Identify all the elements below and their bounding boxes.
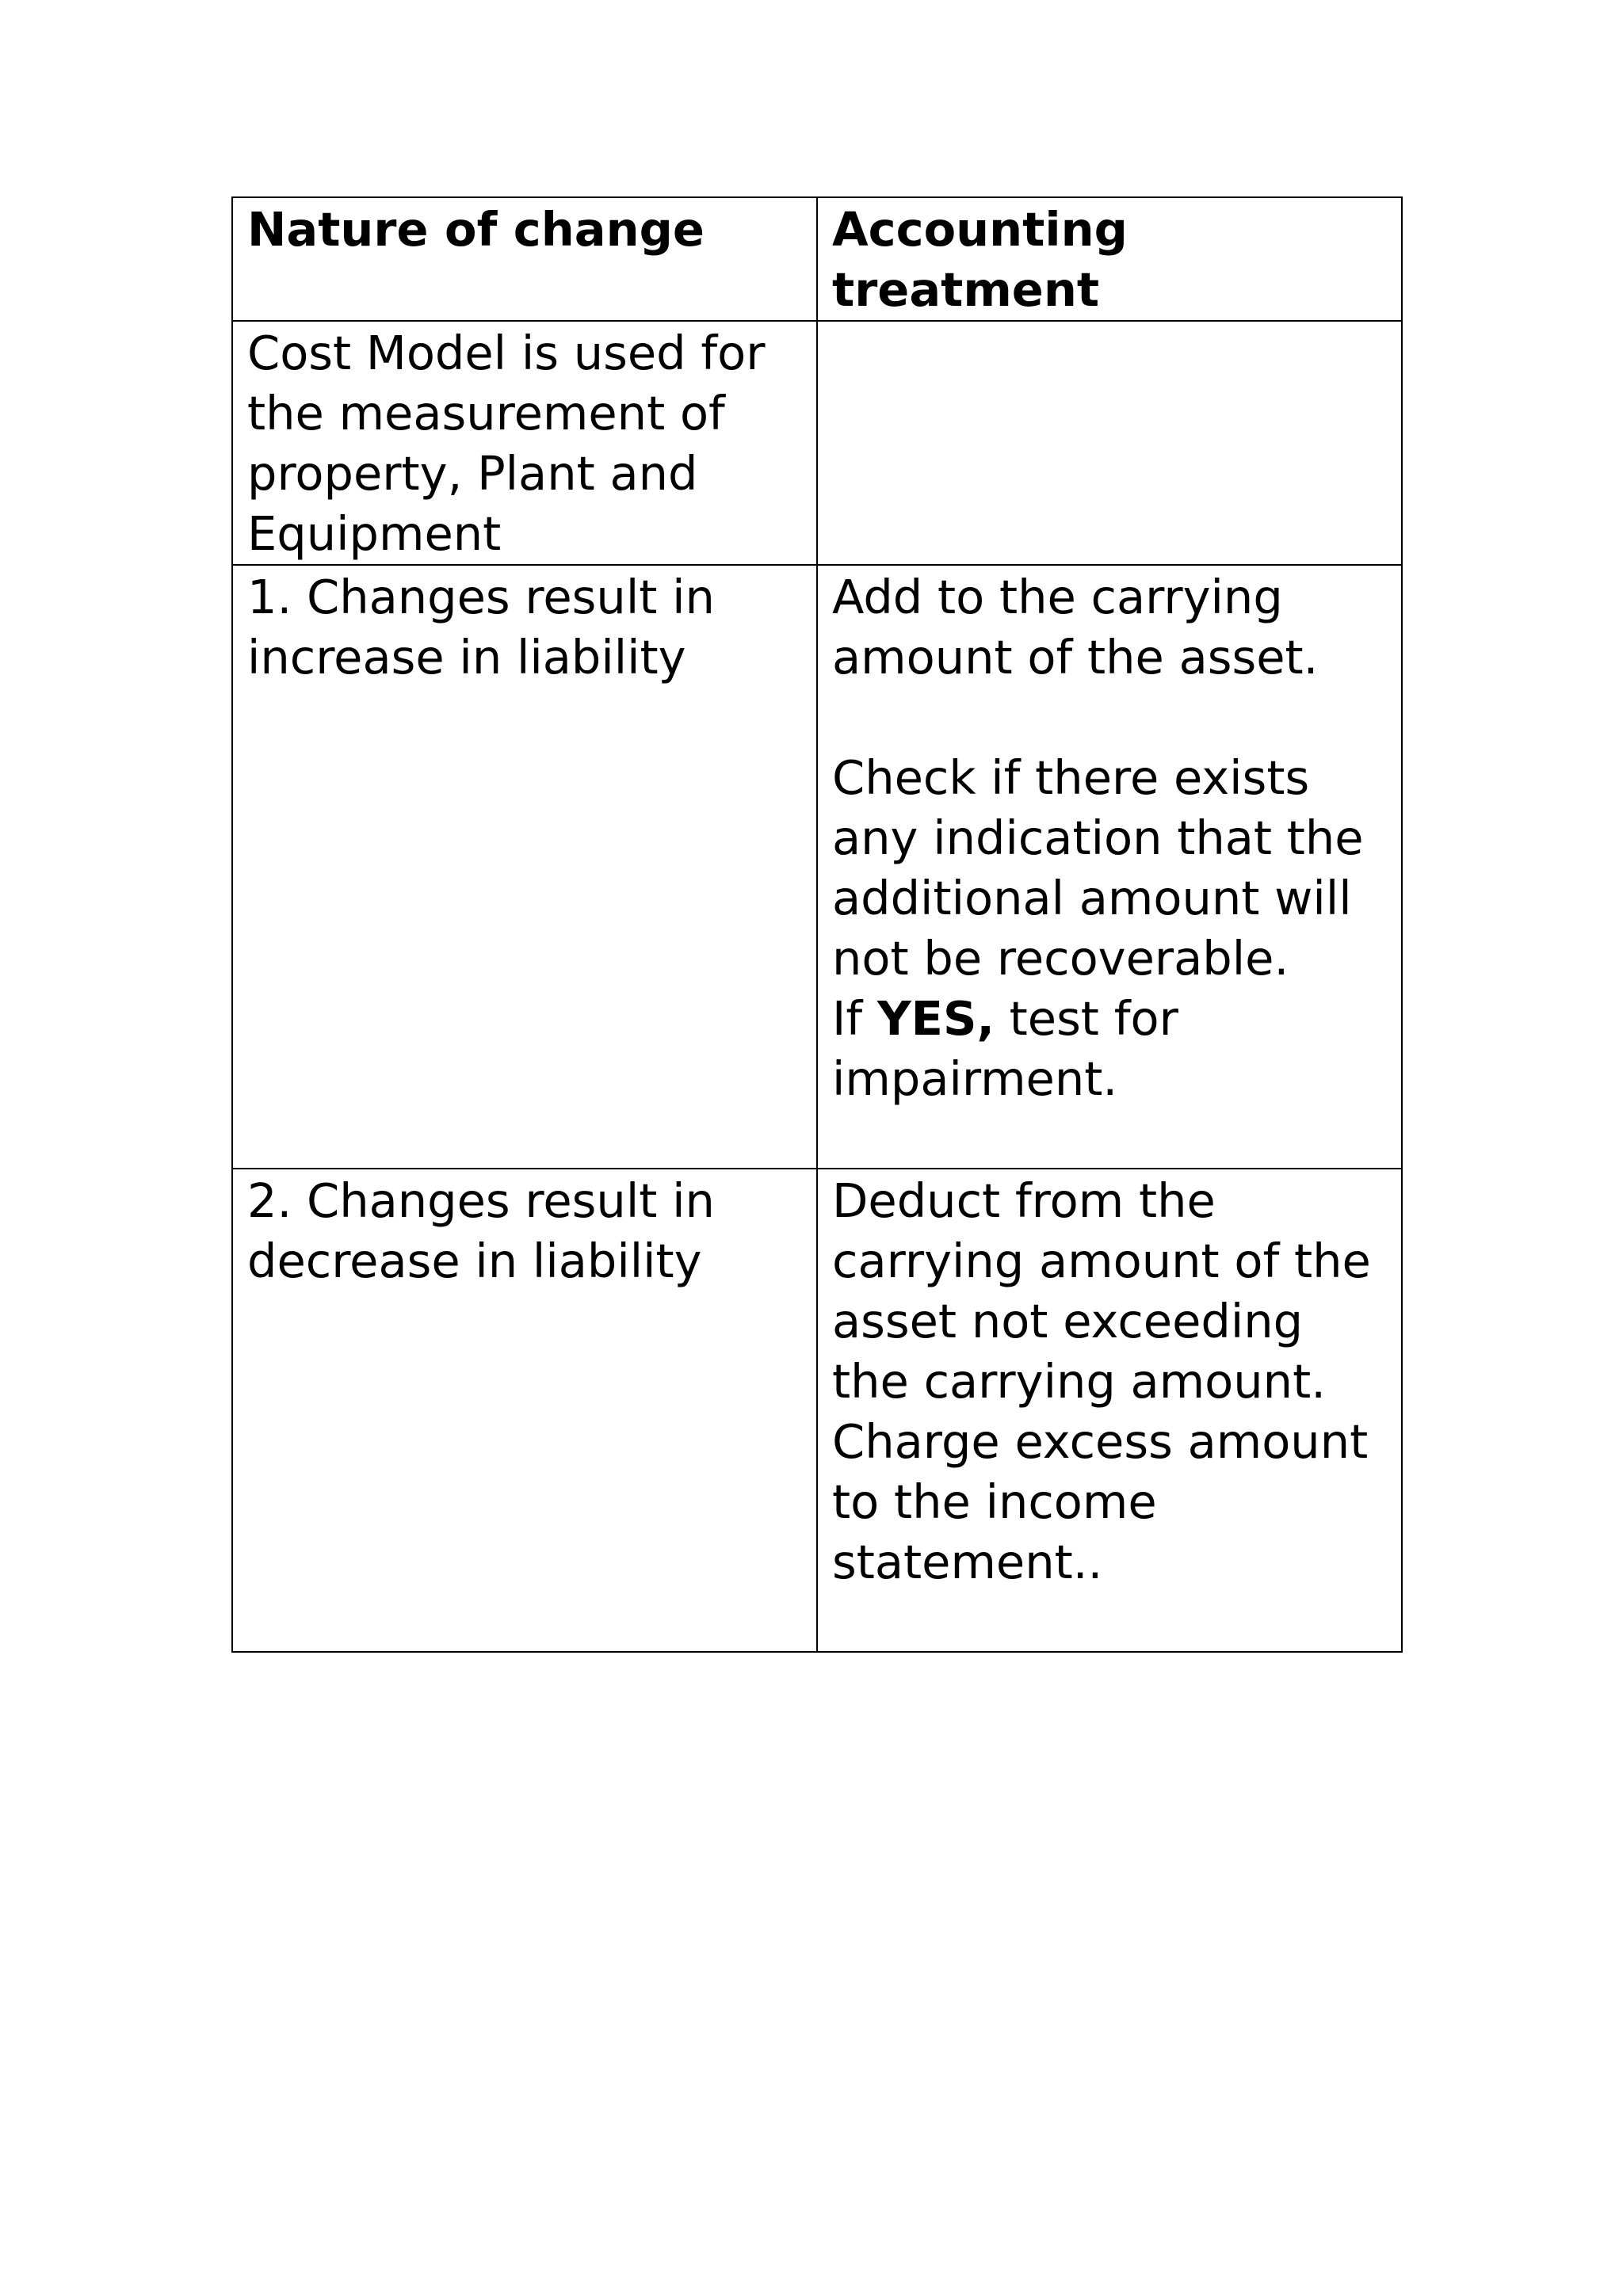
decrease-treatment-charge-text: Charge excess amount to the income statement.. [832,1414,1383,1589]
table-header-row [232,197,1402,321]
table-row [232,1169,1402,1652]
table-row [232,565,1402,1169]
row-decrease-nature [232,1169,817,1652]
row-cost-model-nature [232,321,817,565]
table-row [232,321,1402,565]
if-word: If [832,991,863,1046]
increase-treatment-check-text: Check if there exists any indication that the additional amount will not be recoverable. [832,750,1379,986]
row-decrease-treatment [817,1169,1402,1652]
header-treatment-label: Accounting treatment [832,202,1144,317]
header-nature-of-change [232,197,817,321]
increase-treatment-add-text: Add to the carrying amount of the asset. [832,570,1319,685]
increase-liability-text: 1. Changes result in increase in liability [247,570,730,685]
row-increase-nature [232,565,817,1169]
row-cost-model-treatment [817,321,1402,565]
paragraph-gap [832,688,1387,748]
accounting-treatment-table [231,196,1403,1653]
increase-treatment-impairment-line [832,989,1387,1109]
cost-model-text: Cost Model is used for the measurement of property, Plant and Equipment [247,326,781,561]
decrease-treatment-deduct-text: Deduct from the carrying amount of the asset not exceeding the carrying amount. [832,1173,1386,1409]
decrease-liability-text: 2. Changes result in decrease in liability [247,1173,730,1288]
header-nature-label: Nature of change [247,202,705,257]
header-accounting-treatment [817,197,1402,321]
yes-emphasis: YES, [876,991,995,1046]
row-increase-treatment [817,565,1402,1169]
test-for-impairment-text: test for impairment. [832,991,1193,1106]
